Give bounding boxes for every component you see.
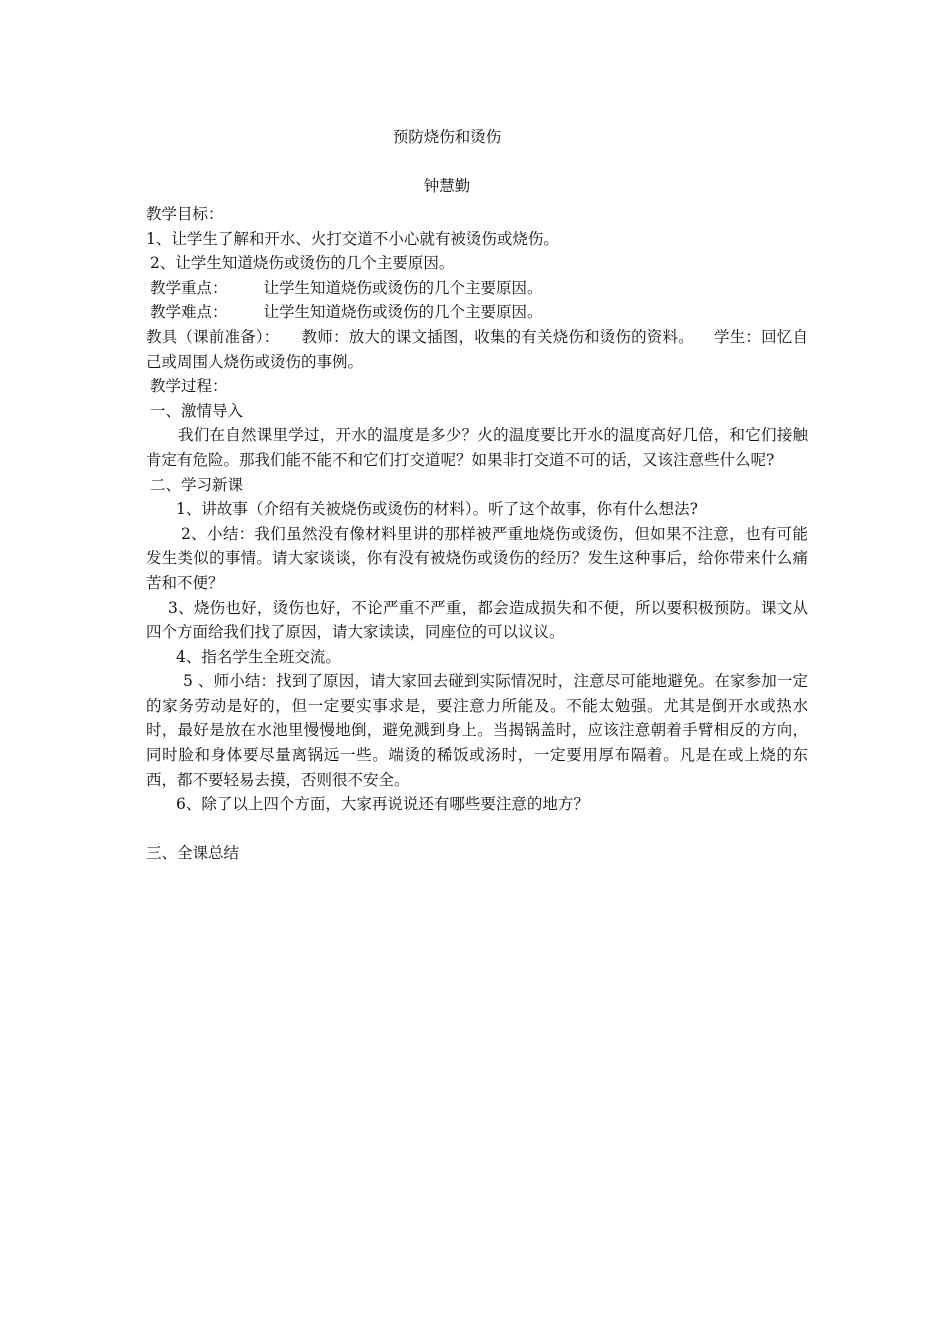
- document-author: 钟慧勤: [423, 177, 471, 195]
- item-3: 3、烧伤也好，烫伤也好，不论严重不严重，都会造成损失和不便，所以要积极预防。课文从四个方面给我们找了原因，请大家读读，同座位的可以议议。: [146, 598, 808, 642]
- materials-student: 学生：回忆自己或周围人烧伤或烫伤的事例。: [146, 327, 808, 371]
- key-point-label: 教学重点：: [150, 278, 228, 297]
- section-1-heading: 一、激情导入: [150, 401, 244, 420]
- materials-label: 教具（课前准备）：: [146, 327, 280, 346]
- key-point: [146, 276, 808, 301]
- item-1: 1、讲故事（介绍有关被烧伤或烫伤的材料）。听了这个故事，你有什么想法?: [176, 500, 698, 519]
- spacer: [146, 817, 808, 841]
- process-heading: 教学过程：: [150, 377, 228, 396]
- item-5: 5 、师小结：找到了原因，请大家回去碰到实际情况时，注意尽可能地避免。在家参加一定的家务劳动是好的，但一定要实事求是，要注意力所能及。不能太勉强。尤其是倒开水或热水时，最好是放在水池里慢慢地倒，避免溅到身上。当揭锅盖时，应该注意朝着手臂相反的方向，同时脸和身体要尽量离锅远一些。端烫的稀饭或汤时，一定要用厚布隔着。凡是在或上烧的东西，都不要轻易去摸，否则很不安全。: [146, 672, 808, 789]
- item-4: 4、指名学生全班交流。: [176, 647, 341, 666]
- section-3-heading: 三、全课总结: [146, 843, 240, 862]
- difficulty-text: 让学生知道烧伤或烫伤的几个主要原因。: [263, 303, 543, 322]
- item-6: 6、除了以上四个方面，大家再说说还有哪些要注意的地方？: [176, 795, 589, 814]
- difficulty-point: [146, 300, 808, 325]
- key-point-text: 让学生知道烧伤或烫伤的几个主要原因。: [263, 278, 543, 297]
- difficulty-label: 教学难点：: [150, 303, 228, 322]
- section-2-heading: 二、学习新课: [150, 475, 244, 494]
- objective-2: 2、让学生知道烧伤或烫伤的几个主要原因。: [150, 254, 455, 273]
- document-title: 预防烧伤和烫伤: [392, 128, 502, 146]
- item-2: 2、小结：我们虽然没有像材料里讲的那样被严重地烧伤或烫伤，但如果不注意，也有可能发生类似的事情。请大家谈谈，你有没有被烧伤或烫伤的经历？发生这种事后，给你带来什么痛苦和不便？: [146, 524, 808, 592]
- section-1-text: 我们在自然课里学过，开水的温度是多少？火的温度要比开水的温度高好几倍，和它们接触肯定有危险。那我们能不能不和它们打交道呢？如果非打交道不可的话，又该注意些什么呢?: [146, 426, 808, 469]
- objectives-heading: 教学目标：: [146, 205, 224, 223]
- document-body: [146, 202, 808, 865]
- objective-1: 1、让学生了解和开水、火打交道不小心就有被烫伤或烧伤。: [146, 229, 559, 248]
- materials-teacher: 教师：放大的课文插图，收集的有关烧伤和烫伤的资料。: [301, 327, 694, 346]
- materials: [146, 325, 808, 374]
